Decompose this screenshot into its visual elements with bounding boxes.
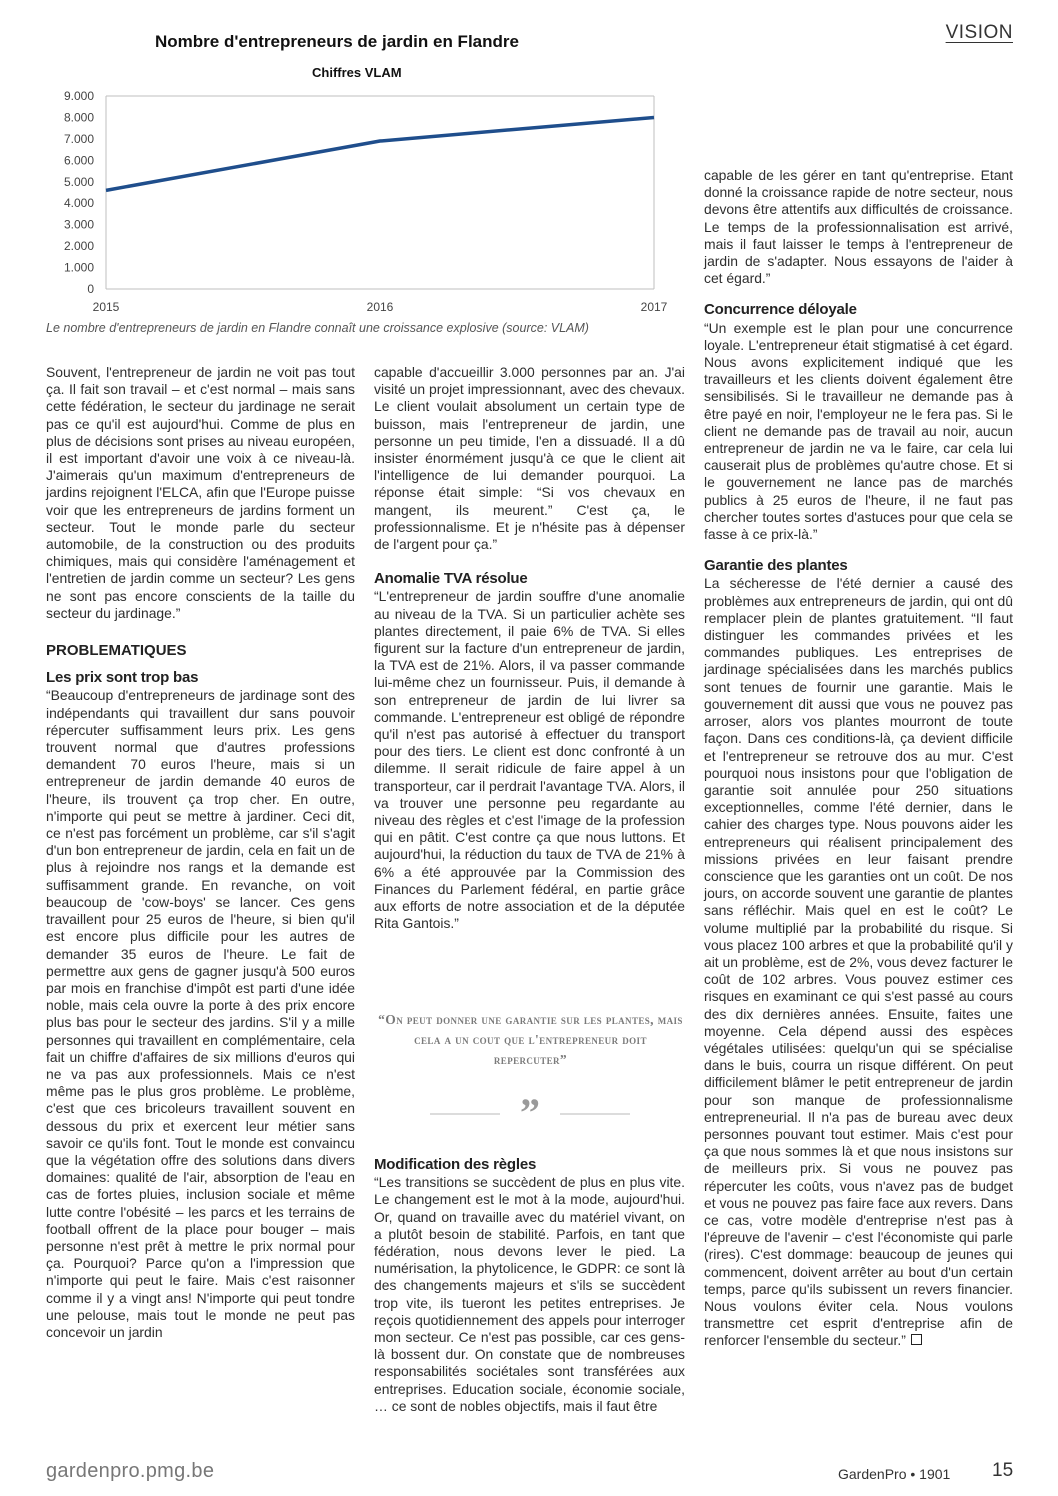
y-tick-label: 6.000 bbox=[63, 153, 94, 168]
article-column-2 bbox=[374, 364, 685, 933]
y-tick-label: 4.000 bbox=[63, 196, 94, 211]
page-number: 15 bbox=[992, 1460, 1014, 1481]
chart-caption: Le nombre d'entrepreneurs de jardin en Flandre connaît une croissance explosive (source: VLAM) bbox=[46, 321, 589, 335]
paragraph-text: La sécheresse de l'été dernier a causé des problèmes aux entrepreneurs de jardin, qui ont dû remplacer plein de plantes gratuitement. “Il faut distinguer les commandes privées et les commandes publiques. Les entreprises de jardinage spécialisées dans les marchés publics sont tenues de fournir une garantie. Mais le gouvernement dit aussi que vous ne pouvez pas arroser, alors vos plantes mourront de toute façon. Dans ces conditions-là, ça devient difficile et l'entrepreneur se retrouve dos au mur. C'est pourquoi nous insistons pour que l'obligation de garantie soit annulée pour 250 situations exceptionnelles, comme l'été dernier, dans le cahier des charges type. Nous pouvons aider les entrepreneurs qui réalisent principalement des missions privées en leur faisant prendre conscience que les garanties ont un coût. De nos jours, on accorde souvent une garantie de plantes sans réfléchir. Mais quel en est le coût? Le volume multiplié par la probabilité du risque. Si vous placez 100 arbres et que la probabilité qu'il y ait un problème, est de 2%, vous devez facturer le coût de 102 arbres. Vous pouvez estimer ces risques en examinant ce qui s'est passé au cours des dix dernières années. Ensuite, faites une moyenne. Cela dépend aussi des espèces végétales utilisées: quelqu'un qui se spécialise dans le buis, courra un risque différent. On peut difficilement blâmer le petit entrepreneur de jardin pour son manque de professionnalisme entrepreneurial. Il n'a pas de bureau avec deux personnes pouvant tout estimer. Mais c'est pour ça que nous sommes là et que nous insistons sur de meilleurs prix. Si vous ne pouvez pas répercuter les coûts, vous n'avez pas de budget et vous ne pouvez pas faire face aux revers. Dans ce cas, votre modèle d'entreprise n'est pas à l'épreuve de l'avenir – c'est l'économiste qui parle (rires). C'est dommage: beaucoup de jeunes qui commencent, doivent arrêter au bout d'un certain temps, parce qu'ils subissent un revers financier. Nous voulons éviter cela. Nous voulons transmettre cet esprit d'entreprise afin de renforcer l'ensemble du secteur.” bbox=[704, 575, 1013, 1349]
chart-subtitle: Chiffres VLAM bbox=[312, 65, 402, 80]
pull-quote: “On peut donner une garantie sur les plantes, mais cela a un cout que l'entrepreneur doit repercuter” bbox=[378, 1012, 683, 1067]
y-tick-label: 9.000 bbox=[63, 89, 94, 103]
paragraph: capable de les gérer en tant qu'entreprise. Etant donné la croissance rapide de notre secteur, nous devons être attentifs aux difficultés de croissance. Le temps de la professionnalisation est arrivé, mais il faut laisser le temps à l'entrepreneur de jardin de s'adapter. Nous essayons de l'aider à cet égard.” bbox=[704, 167, 1013, 287]
x-tick-label: 2015 bbox=[92, 300, 120, 314]
y-tick-label: 0 bbox=[87, 282, 94, 296]
x-tick-label: 2016 bbox=[366, 300, 394, 314]
subheading: Anomalie TVA résolue bbox=[374, 570, 528, 588]
quote-mark: ” bbox=[520, 1098, 540, 1128]
y-tick-label: 8.000 bbox=[63, 110, 94, 125]
paragraph: capable d'accueillir 3.000 personnes par an. J'ai visité un projet impressionnant, avec des chevaux. Le client voulait absolument un certain type de buisson, mais l'entrepreneur de jardin, une personne un peu timide, l'en a dissuadé. Il a dû insister énormément jusqu'à ce que le client ait l'intelligence de lui demander pourquoi. La réponse était simple: “Si vos chevaux en mangent, ils meurent.” C'est ça, le professionnalisme. Et je n'hésite pas à dépenser de l'argent pour ça.” bbox=[374, 364, 685, 553]
x-tick-label: 2017 bbox=[640, 300, 668, 314]
y-tick-label: 7.000 bbox=[63, 131, 94, 146]
y-tick-label: 3.000 bbox=[63, 217, 94, 232]
y-tick-label: 2.000 bbox=[63, 239, 94, 254]
paragraph: “Les transitions se succèdent de plus en plus vite. Le changement est le mot à la mode, aujourd'hui. Or, quand on travaille avec du matériel vivant, on a plutôt besoin de stabilité. Parfois, en tant que fédération, nous devons lever le pied. La numérisation, la phytolicence, le GDPR: ce sont là des changements majeurs et s'ils se succèdent trop vite, ils tueront les petites entreprises. Je reçois quotidiennement des appels pour interroger mon secteur. Ce n'est pas possible, car ces gens-là bossent dur. On constate que de nombreuses responsabilités sociétales sont transférées aux entreprises. Education sociale, économie sociale, … ce sont de nobles objectifs, mais il faut être bbox=[374, 1174, 685, 1414]
subheading: Garantie des plantes bbox=[704, 557, 848, 575]
article-column-3 bbox=[704, 167, 1013, 1350]
end-of-article-icon bbox=[911, 1334, 922, 1345]
y-tick-label: 1.000 bbox=[63, 260, 94, 275]
article-column-2-bottom bbox=[374, 1156, 685, 1415]
paragraph bbox=[704, 575, 1013, 1349]
y-tick-label: 5.000 bbox=[63, 174, 94, 189]
paragraph: “Un exemple est le plan pour une concurrence loyale. L'entrepreneur était stigmatisé à cet égard. Nous avons explicitement indiqué que les travailleurs et les clients doivent également être sensibilisés. Si le travailleur ne demande pas à être payé en noir, l'employeur ne le fera pas. Si le client ne demande pas de travail au noir, aucun entrepreneur de jardin ne va le faire, car cela lui causerait plus de problèmes qu'autre chose. Et si le gouvernement ne lance pas de marchés publics à 25 euros de l'heure, il ne faut pas chercher toutes sortes d'astuces pour que cela se fasse à ce prix-là.” bbox=[704, 319, 1013, 543]
quote-divider bbox=[430, 1098, 630, 1128]
subheading: Modification des règles bbox=[374, 1156, 537, 1173]
paragraph: “Beaucoup d'entrepreneurs de jardinage sont des indépendants qui travaillent dur sans pouvoir répercuter suffisamment leurs prix. Les gens trouvent normal que d'autres professions demandent 70 euros l'heure, mais si un entrepreneur de jardin demande 40 euros de l'heure, ils trouvent ça trop cher. En outre, n'importe qui peut se mettre à jardiner. Ceci dit, ce n'est pas forcément un problème, car s'il s'agit d'un bon entrepreneur de jardin, cela en fait un de plus à rejoindre nos rangs et la demande est suffisamment grande. En revanche, on voit beaucoup de 'cow-boys' se lancer. Ces gens travaillent pour 25 euros de l'heure, si bien qu'il est encore plus difficile pour les autres de demander 35 euros de l'heure. Le fait de permettre aux gens de gagner jusqu'à 500 euros par mois en franchise d'impôt est parti d'une idée noble, mais cela ouvre la porte à des prix encore plus bas pour le secteur des jardins. S'il y a mille personnes qui travaillent en complémentaire, cela fait un chiffre d'affaires de six millions d'euros qui ne va pas aux professionnels. Mais ce n'est même pas le plus gros problème. Le problème, c'est que ces bricoleurs travaillent souvent en dessous du prix et exercent leur métier sans savoir ce qu'ils font. Tout le monde est convaincu que la végétation offre des solutions dans divers domaines: qualité de l'air, absorption de l'eau en cas de fortes pluies, inclusion sociale et même lutte contre l'obésité – les parcs et les terrains de football offrent de la place pour bouger – mais personne n'est prêt à mettre le prix normal pour ça. Pourquoi? Parce qu'on a l'impression que n'importe qui peut le faire. Mais c'est raisonner comme il y a vingt ans! N'importe qui peut tondre une pelouse, mais tout le monde ne peut pas concevoir un jardin bbox=[46, 687, 355, 1340]
series-line bbox=[106, 117, 654, 190]
section-tag: VISION bbox=[945, 22, 1013, 43]
footer-website: gardenpro.pmg.be bbox=[46, 1460, 215, 1482]
footer-magazine: GardenPro • 1901 bbox=[838, 1466, 951, 1482]
subheading: Concurrence déloyale bbox=[704, 301, 857, 319]
subheading: Les prix sont trop bas bbox=[46, 669, 199, 687]
paragraph: Souvent, l'entrepreneur de jardin ne voit pas tout ça. Il fait son travail – et c'est normal – mais sans cette fédération, le secteur du jardinage ne serait pas ce qu'il est aujourd'hui. Comme de plus en plus de décisions sont prises au niveau européen, il est important d'avoir une voix à ce niveau-là. J'aimerais qu'un maximum d'entrepreneurs de jardins rejoignent l'ELCA, afin que l'Europe puisse voir que les entrepreneurs de jardins forment un secteur. Tout le monde parle du secteur automobile, de la construction ou des produits chimiques, mais qui considère l'aménagement et l'entretien de jardin comme un secteur? Les gens ne sont pas encore conscients de la taille du secteur du jardinage.” bbox=[46, 364, 355, 621]
line-chart bbox=[40, 86, 680, 316]
chart-title: Nombre d'entrepreneurs de jardin en Flandre bbox=[155, 32, 519, 51]
article-column-1 bbox=[46, 364, 355, 1341]
section-title: PROBLEMATIQUES bbox=[46, 642, 187, 660]
paragraph: “L'entrepreneur de jardin souffre d'une anomalie au niveau de la TVA. Si un particulier achète ses plantes directement, il paie 6% de TVA. Si elles figurent sur la facture d'un entrepreneur de jardin, la TVA est de 21%. Alors, il va passer commande lui-même chez un fournisseur. Puis, il demande à son entrepreneur de jardin de lui livrer sa commande. L'entrepreneur est obligé de répondre qu'il n'est pas autorisé à effectuer du transport pour des tiers. Le client est donc confronté à un dilemme. Il serait ridicule de faire appel à un transporteur, car il perdrait l'avantage TVA. Alors, il va trouver une personne peu regardante au niveau des règles et c'est l'image de la profession qui en pâtit. C'est contre ça que nous luttons. Et aujourd'hui, la réduction du taux de TVA de 21% à 6% a été approuvée par la Commission des Finances du Parlement fédéral, en partie grâce aux efforts de notre association et de la députée Rita Gantois.” bbox=[374, 588, 685, 932]
